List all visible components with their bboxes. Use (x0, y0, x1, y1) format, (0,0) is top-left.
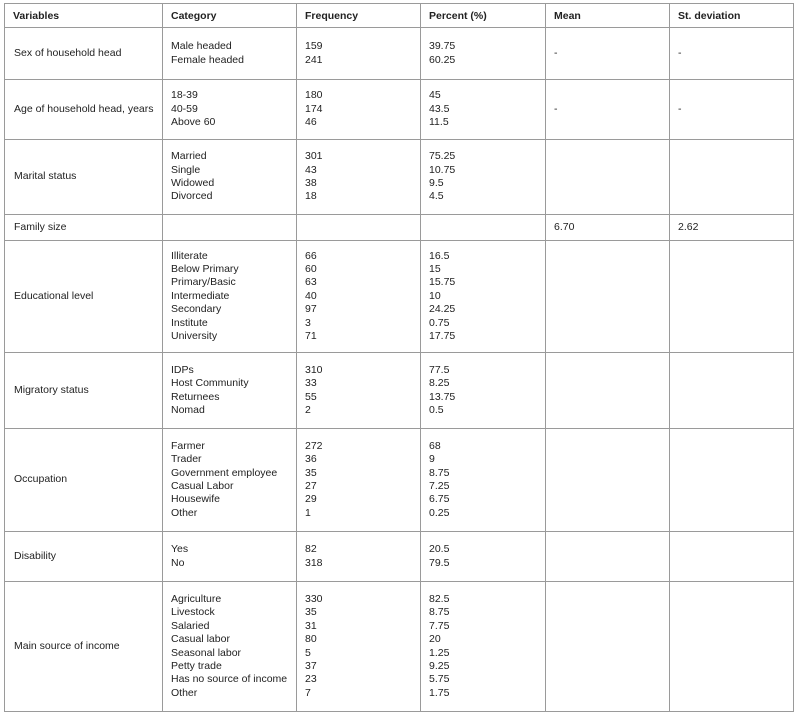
percent-cell (421, 215, 546, 241)
category-item: Single (171, 163, 201, 176)
frequency-value: 46 (305, 116, 317, 129)
category-item: Returnees (171, 390, 220, 403)
category-item: Institute (171, 316, 208, 329)
percent-value: 4.5 (429, 190, 444, 203)
st-deviation-cell (670, 582, 794, 712)
category-cell (163, 532, 297, 582)
percent-value: 16.5 (429, 249, 450, 262)
frequency-value: 80 (305, 633, 317, 646)
percent-value: 79.5 (429, 556, 450, 569)
frequency-cell (297, 582, 421, 712)
frequency-value: 241 (305, 53, 323, 66)
category-cell (163, 140, 297, 215)
category-item: Has no source of income (171, 673, 288, 686)
percent-value: 15.75 (429, 276, 456, 289)
frequency-value: 37 (305, 659, 317, 672)
percent-value: 45 (429, 89, 441, 102)
frequency-value: 33 (305, 377, 317, 390)
percent-value: 20.5 (429, 543, 450, 556)
frequency-value: 35 (305, 466, 317, 479)
mean-cell (546, 532, 670, 582)
st-deviation-cell (670, 429, 794, 532)
table-row (5, 215, 794, 241)
percent-value: 5.75 (429, 673, 450, 686)
percent-value: 68 (429, 439, 441, 452)
frequency-value: 174 (305, 102, 323, 115)
frequency-value: 36 (305, 453, 317, 466)
percent-value: 15 (429, 263, 441, 276)
category-cell (163, 241, 297, 353)
category-item: Illiterate (171, 249, 208, 262)
st-deviation-cell (670, 353, 794, 429)
category-cell (163, 582, 297, 712)
mean-cell (546, 429, 670, 532)
frequency-value: 301 (305, 150, 323, 163)
header-percent: Percent (%) (421, 4, 546, 28)
category-item: Divorced (171, 190, 213, 203)
frequency-value: 310 (305, 363, 323, 376)
table-row (5, 140, 794, 215)
header-st-deviation: St. deviation (670, 4, 794, 28)
mean-cell: - (546, 28, 670, 80)
category-item: Housewife (171, 493, 221, 506)
table-row (5, 353, 794, 429)
frequency-cell (297, 241, 421, 353)
category-item: IDPs (171, 363, 194, 376)
header-category: Category (163, 4, 297, 28)
mean-cell (546, 582, 670, 712)
percent-value: 1.25 (429, 646, 450, 659)
category-item: Female headed (171, 53, 244, 66)
frequency-cell (297, 532, 421, 582)
variable-cell: Family size (5, 215, 163, 241)
frequency-value: 18 (305, 190, 317, 203)
category-item: Livestock (171, 606, 215, 619)
percent-value: 75.25 (429, 150, 456, 163)
percent-cell (421, 429, 546, 532)
category-item: University (171, 329, 218, 342)
frequency-value: 27 (305, 480, 317, 492)
category-item: Male headed (171, 40, 232, 53)
st-deviation-cell (670, 140, 794, 215)
mean-cell: - (546, 80, 670, 140)
st-deviation-cell (670, 241, 794, 353)
header-variables: Variables (5, 4, 163, 28)
header-mean: Mean (546, 4, 670, 28)
percent-value: 0.25 (429, 506, 450, 519)
percent-value: 39.75 (429, 40, 456, 53)
mean-cell (546, 241, 670, 353)
frequency-cell (297, 80, 421, 140)
category-item: Casual labor (171, 633, 230, 646)
variable-cell: Disability (5, 532, 163, 582)
household-characteristics-table (4, 3, 794, 712)
percent-value: 82.5 (429, 592, 450, 605)
category-item: Casual Labor (171, 480, 234, 492)
frequency-value: 159 (305, 40, 323, 53)
table-row (5, 429, 794, 532)
table-row (5, 28, 794, 80)
percent-value: 0.75 (429, 316, 450, 329)
frequency-value: 23 (305, 673, 317, 686)
percent-cell (421, 582, 546, 712)
table-row (5, 532, 794, 582)
frequency-value: 82 (305, 543, 317, 556)
frequency-value: 40 (305, 289, 317, 302)
mean-cell (546, 140, 670, 215)
category-item: Agriculture (171, 592, 222, 605)
category-item: 18-39 (171, 89, 198, 102)
percent-value: 17.75 (429, 329, 456, 342)
frequency-value: 3 (305, 316, 311, 329)
frequency-value: 330 (305, 592, 323, 605)
category-item: Yes (171, 543, 189, 556)
st-deviation-cell: - (670, 28, 794, 80)
frequency-cell (297, 353, 421, 429)
category-cell (163, 353, 297, 429)
category-item: Below Primary (171, 263, 239, 276)
percent-value: 9 (429, 453, 435, 466)
category-item: No (171, 556, 185, 569)
category-item: Host Community (171, 377, 249, 390)
percent-value: 6.75 (429, 493, 450, 506)
variable-cell: Educational level (5, 241, 163, 353)
category-item: Intermediate (171, 289, 230, 302)
frequency-value: 7 (305, 686, 311, 699)
frequency-value: 2 (305, 403, 311, 416)
frequency-value: 63 (305, 276, 317, 289)
category-cell (163, 429, 297, 532)
category-item: Above 60 (171, 116, 216, 129)
frequency-value: 60 (305, 263, 317, 276)
frequency-value: 35 (305, 606, 317, 619)
category-cell (163, 80, 297, 140)
percent-value: 10.75 (429, 163, 456, 176)
category-item: Nomad (171, 403, 205, 416)
category-item: Petty trade (171, 659, 222, 672)
category-item: Primary/Basic (171, 276, 236, 289)
frequency-value: 180 (305, 89, 323, 102)
frequency-cell (297, 215, 421, 241)
category-item: Government employee (171, 466, 278, 479)
frequency-value: 66 (305, 249, 317, 262)
percent-value: 7.25 (429, 480, 450, 492)
percent-cell (421, 353, 546, 429)
category-item: 40-59 (171, 102, 198, 115)
category-item: Married (171, 150, 207, 163)
category-item: Secondary (171, 303, 222, 316)
frequency-value: 38 (305, 177, 317, 189)
variable-cell: Migratory status (5, 353, 163, 429)
variable-cell: Occupation (5, 429, 163, 532)
frequency-value: 55 (305, 390, 317, 403)
frequency-value: 97 (305, 303, 317, 316)
category-item: Salaried (171, 619, 210, 632)
percent-value: 9.25 (429, 659, 450, 672)
variable-cell: Sex of household head (5, 28, 163, 80)
percent-value: 24.25 (429, 303, 456, 316)
percent-cell (421, 80, 546, 140)
frequency-cell (297, 429, 421, 532)
category-cell (163, 215, 297, 241)
category-item: Other (171, 686, 198, 699)
frequency-cell (297, 28, 421, 80)
category-item: Trader (171, 453, 202, 466)
frequency-value: 318 (305, 556, 323, 569)
frequency-value: 272 (305, 439, 323, 452)
percent-value: 77.5 (429, 363, 450, 376)
frequency-value: 1 (305, 506, 311, 519)
st-deviation-cell: 2.62 (670, 215, 794, 241)
category-item: Other (171, 506, 198, 519)
percent-cell (421, 28, 546, 80)
frequency-value: 29 (305, 493, 317, 506)
percent-value: 43.5 (429, 102, 450, 115)
percent-value: 8.75 (429, 466, 450, 479)
category-cell (163, 28, 297, 80)
st-deviation-cell: - (670, 80, 794, 140)
percent-value: 10 (429, 289, 441, 302)
variable-cell: Age of household head, years (5, 80, 163, 140)
table-row (5, 80, 794, 140)
frequency-value: 5 (305, 646, 311, 659)
category-item: Seasonal labor (171, 646, 242, 659)
percent-value: 20 (429, 633, 441, 646)
frequency-cell (297, 140, 421, 215)
percent-value: 8.25 (429, 377, 450, 390)
category-item: Widowed (171, 177, 215, 189)
percent-value: 11.5 (429, 116, 449, 129)
st-deviation-cell (670, 532, 794, 582)
header-frequency: Frequency (297, 4, 421, 28)
percent-cell (421, 241, 546, 353)
table-row (5, 241, 794, 353)
frequency-value: 43 (305, 163, 317, 176)
percent-value: 13.75 (429, 390, 456, 403)
frequency-value: 31 (305, 619, 317, 632)
percent-value: 1.75 (429, 686, 450, 699)
percent-cell (421, 532, 546, 582)
percent-value: 8.75 (429, 606, 450, 619)
variable-cell: Marital status (5, 140, 163, 215)
table-row (5, 582, 794, 712)
mean-cell: 6.70 (546, 215, 670, 241)
percent-value: 0.5 (429, 403, 444, 416)
percent-value: 9.5 (429, 177, 444, 189)
table-container (4, 3, 794, 712)
table-header-row (5, 4, 794, 28)
category-item: Farmer (171, 439, 205, 452)
variable-cell: Main source of income (5, 582, 163, 712)
percent-value: 7.75 (429, 619, 450, 632)
mean-cell (546, 353, 670, 429)
percent-value: 60.25 (429, 53, 456, 66)
frequency-value: 71 (305, 329, 317, 342)
percent-cell (421, 140, 546, 215)
